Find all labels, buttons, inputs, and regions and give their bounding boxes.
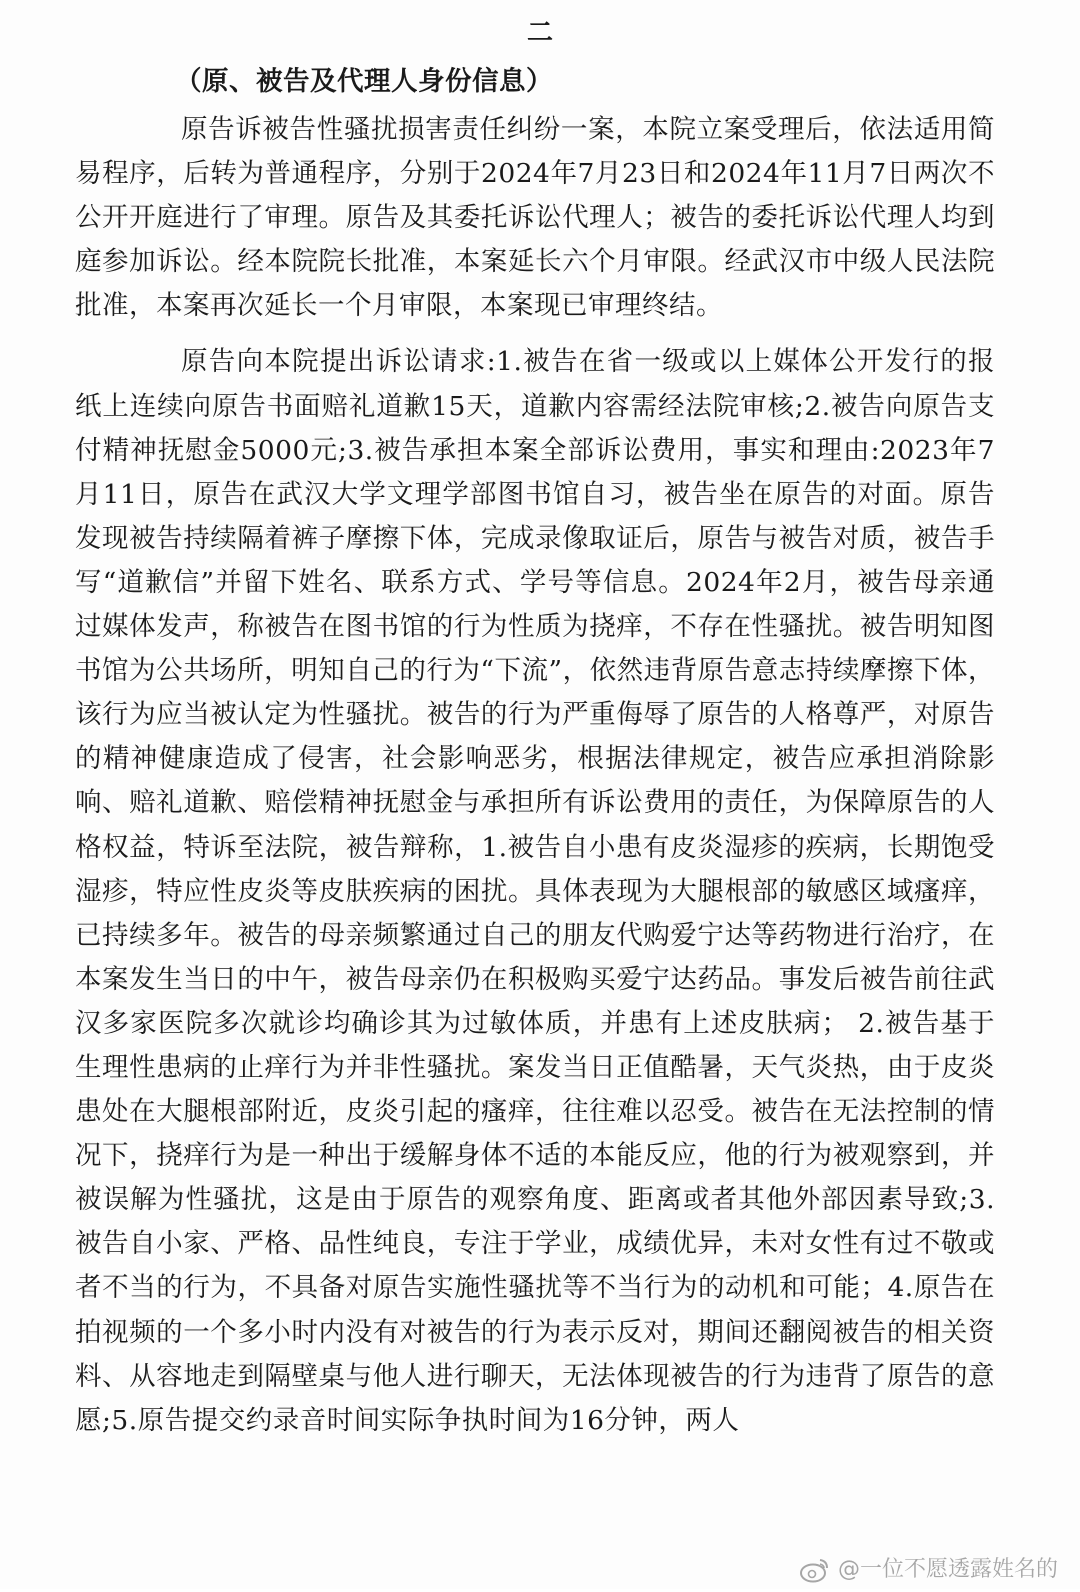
weibo-icon <box>800 1557 830 1583</box>
weibo-watermark <box>800 1555 1058 1585</box>
claims-and-defense-paragraph: 原告向本院提出诉讼请求:1.被告在省一级或以上媒体公开发行的报纸上连续向原告书面赔礼道歉15天，道歉内容需经法院审核;2.被告向原告支付精神抚慰金5000元;3.被告承担本案全部诉讼费用，事实和理由:2023年7月11日，原告在武汉大学文理学部图书馆自习，被告坐在原告的对面。原告发现被告持续隔着裤子摩擦下体，完成录像取证后，原告与被告对质，被告手写“道歉信”并留下姓名、联系方式、学号等信息。2024年2月，被告母亲通过媒体发声，称被告在图书馆的行为性质为挠痒，不存在性骚扰。被告明知图书馆为公共场所，明知自己的行为“下流”，依然违背原告意志持续摩擦下体，该行为应当被认定为性骚扰。被告的行为严重侮辱了原告的人格尊严，对原告的精神健康造成了侵害，社会影响恶劣，根据法律规定，被告应承担消除影响、赔礼道歉、赔偿精神抚慰金与承担所有诉讼费用的责任，为保障原告的人格权益，特诉至法院，被告辩称，1.被告自小患有皮炎湿疹的疾病，长期饱受湿疹，特应性皮炎等皮肤疾病的困扰。具体表现为大腿根部的敏感区域瘙痒，已持续多年。被告的母亲频繁通过自己的朋友代购爱宁达等药物进行治疗，在本案发生当日的中午，被告母亲仍在积极购买爱宁达药品。事发后被告前往武汉多家医院多次就诊均确诊其为过敏体质，并患有上述皮肤病； 2.被告基于生理性患病的止痒行为并非性骚扰。案发当日正值酷暑，天气炎热，由于皮炎患处在大腿根部附近，皮炎引起的瘙痒，往往难以忍受。被告在无法控制的情况下，挠痒行为是一种出于缓解身体不适的本能反应，他的行为被观察到，并被误解为性骚扰，这是由于原告的观察角度、距离或者其他外部因素导致;3.被告自小家、严格、品性纯良，专注于学业，成绩优异，未对女性有过不敬或者不当的行为，不具备对原告实施性骚扰等不当行为的动机和可能；4.原告在拍视频的一个多小时内没有对被告的行为表示反对，期间还翻阅被告的相关资料、从容地走到隔壁桌与他人进行聊天，无法体现被告的行为违背了原告的意愿;5.原告提交约录音时间实际争执时间为16分钟，两人 <box>75 346 995 1436</box>
case-procedure-paragraph: 原告诉被告性骚扰损害责任纠纷一案，本院立案受理后，依法适用简易程序，后转为普通程序，分别于2024年7月23日和2024年11月7日两次不公开开庭进行了审理。原告及其委托诉讼代理人；被告的委托诉讼代理人均到庭参加诉讼。经本院院长批准，本案延长六个月审限。经武汉市中级人民法院批准，本案再次延长一个月审限，本案现已审理终结。 <box>75 114 995 322</box>
page-number: 二 <box>526 18 553 48</box>
party-info-heading: （原、被告及代理人身份信息） <box>175 66 553 97</box>
document-body <box>75 60 995 1443</box>
watermark-text: @一位不愿透露姓名的 <box>837 1557 1058 1582</box>
